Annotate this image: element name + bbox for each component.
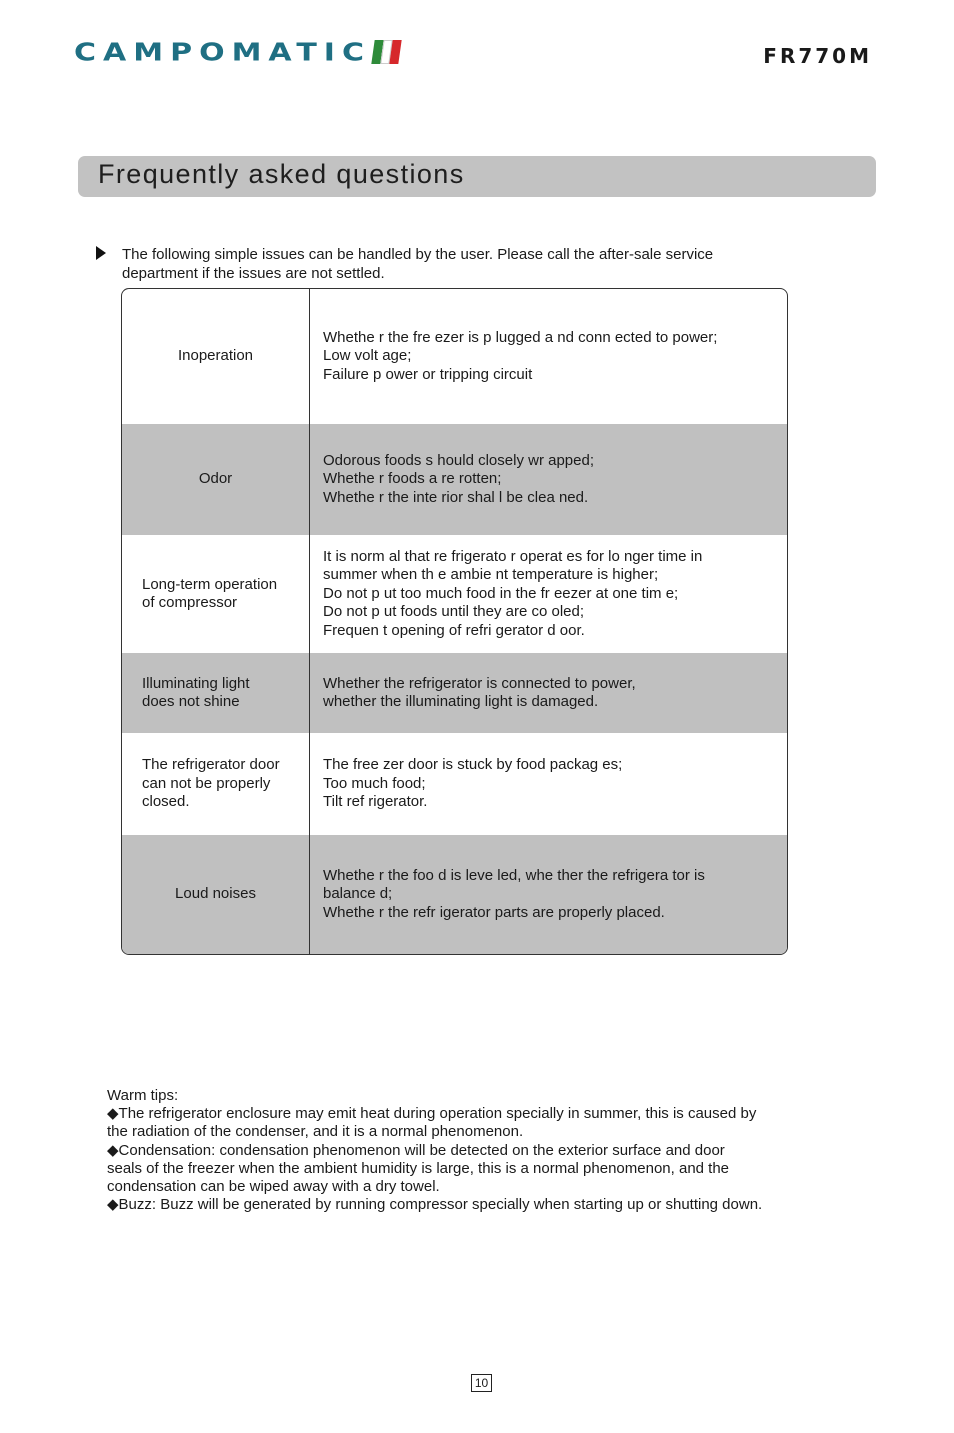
faq-issue-text: closed. — [142, 793, 190, 811]
faq-solution-line: Whethe r the foo d is leve led, whe ther the refrigera tor is — [323, 866, 705, 884]
faq-solution-line: Do not p ut too much food in the fr eezer at one tim e; — [323, 584, 679, 602]
warm-tips — [107, 1087, 797, 1214]
page-number: 10 — [471, 1374, 492, 1392]
faq-issue-cell — [122, 535, 310, 653]
faq-solution-cell — [310, 653, 787, 733]
faq-solution-line: Whethe r the refr igerator parts are properly placed. — [323, 903, 665, 921]
faq-solution-line: Low volt age; — [323, 347, 412, 365]
faq-solution-line: The free zer door is stuck by food packag es; — [323, 756, 623, 774]
italian-flag-icon — [371, 40, 401, 64]
faq-issue-cell — [122, 424, 310, 535]
model-number: FR770M — [763, 44, 872, 68]
intro-text — [122, 245, 796, 283]
triangle-bullet-icon — [96, 246, 106, 260]
faq-solution-line: Whethe r foods a re rotten; — [323, 470, 502, 488]
faq-solution-cell — [310, 535, 787, 653]
faq-solution-line: balance d; — [323, 885, 393, 903]
section-title: Frequently asked questions — [98, 159, 465, 189]
faq-issue-text: Illuminating light — [142, 674, 250, 692]
tip-line: the radiation of the condenser, and it is a normal phenomenon. — [107, 1123, 524, 1141]
faq-issue-cell — [122, 733, 310, 835]
faq-issue-text: does not shine — [142, 693, 240, 710]
intro-line: department if the issues are not settled. — [122, 265, 385, 282]
faq-row — [122, 835, 787, 954]
faq-solution-line: Tilt ref rigerator. — [323, 793, 428, 811]
faq-row — [122, 733, 787, 835]
faq-table — [121, 288, 788, 955]
faq-solution-cell — [310, 733, 787, 835]
faq-solution-line: Whether the refrigerator is connected to power, — [323, 674, 636, 692]
tip-line: seals of the freezer when the ambient humidity is large, this is a normal phenomenon, and the — [107, 1159, 730, 1177]
faq-solution-line: Frequen t opening of refri gerator d oor. — [323, 621, 585, 639]
faq-solution-line: Do not p ut foods until they are co oled; — [323, 603, 584, 621]
faq-issue-text: Long-term operation — [142, 575, 278, 593]
faq-issue-text: Loud noises — [175, 885, 256, 903]
faq-issue-cell — [122, 653, 310, 733]
brand-logo — [74, 36, 400, 68]
faq-solution-cell — [310, 835, 787, 954]
faq-solution-line: Odorous foods s hould closely wr apped; — [323, 451, 594, 469]
intro-note — [96, 245, 796, 283]
tip-line: ◆The refrigerator enclosure may emit heat during operation specially in summer, this is caused by — [107, 1105, 757, 1123]
faq-issue-text: Odor — [198, 470, 233, 488]
faq-solution-line: Whethe r the inte rior shal l be clea ned. — [323, 488, 589, 506]
faq-solution-line: Failure p ower or tripping circuit — [323, 365, 533, 383]
faq-issue-text: Inoperation — [177, 347, 254, 365]
faq-solution-line: Whethe r the fre ezer is p lugged a nd conn ected to power; — [323, 328, 718, 346]
faq-issue-text: The refrigerator door — [142, 756, 280, 774]
faq-issue-text: of compressor — [142, 594, 238, 611]
faq-issue-text: can not be properly — [142, 774, 271, 792]
faq-row — [122, 289, 787, 424]
faq-solution-cell — [310, 289, 787, 424]
faq-solution-line: whether the illuminating light is damaged. — [323, 693, 599, 710]
faq-solution-cell — [310, 424, 787, 535]
faq-row — [122, 653, 787, 733]
faq-issue-cell — [122, 289, 310, 424]
tips-heading: Warm tips: — [107, 1087, 179, 1104]
faq-row — [122, 424, 787, 535]
faq-issue-cell — [122, 835, 310, 954]
tip-line: condensation can be wiped away with a dry towel. — [107, 1178, 440, 1196]
tip-line: ◆Buzz: Buzz will be generated by running compressor specially when starting up or shutting down. — [107, 1196, 763, 1214]
brand-name: CAMPOMATIC — [74, 37, 371, 67]
faq-solution-line: It is norm al that re frigerato r operat es for lo nger time in — [323, 547, 703, 565]
faq-row — [122, 535, 787, 653]
tip-line: ◆Condensation: condensation phenomenon will be detected on the exterior surface and door — [107, 1141, 725, 1159]
intro-line: The following simple issues can be handled by the user. Please call the after-sale service — [122, 246, 714, 263]
faq-solution-line: summer when th e ambie nt temperature is higher; — [323, 566, 659, 584]
section-header-bar — [78, 156, 876, 197]
faq-solution-line: Too much food; — [323, 774, 426, 792]
